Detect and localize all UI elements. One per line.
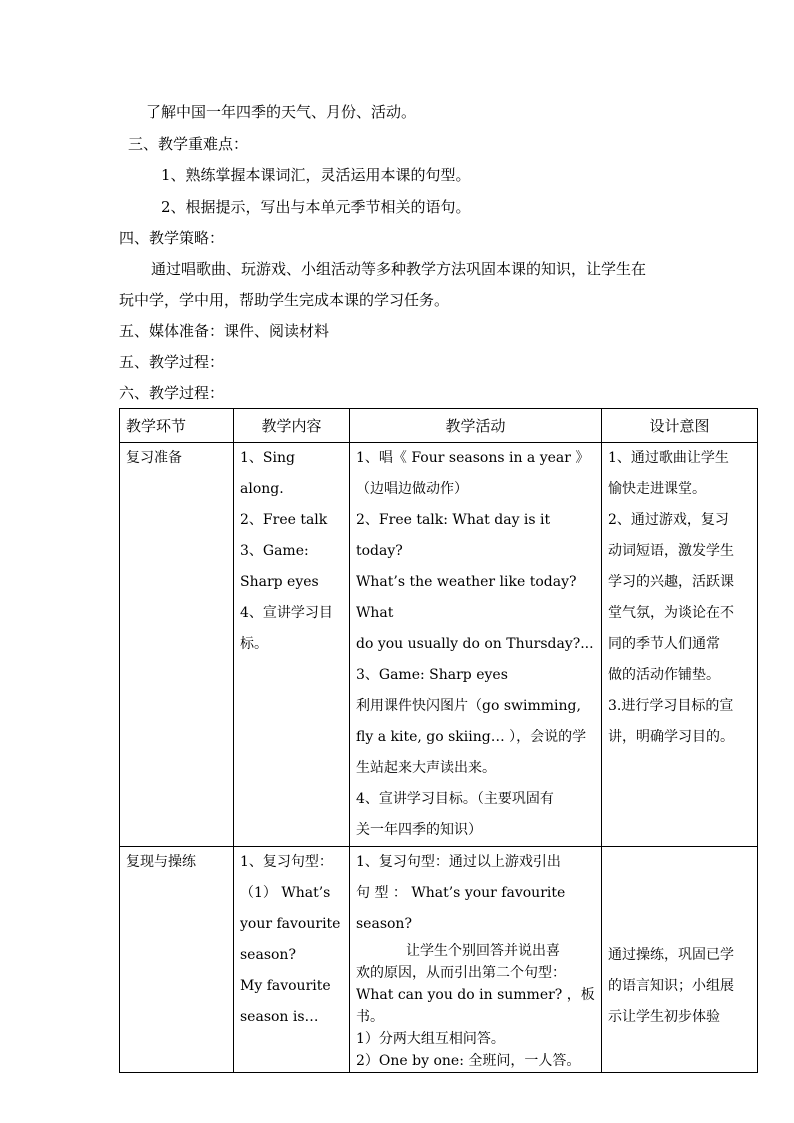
activity-line: 2、Free talk: What day is it today? — [356, 512, 551, 559]
activity-line: 1）分两大组互相问答。 — [356, 1031, 505, 1047]
content-line: 4、宣讲学习目 — [240, 605, 333, 621]
lesson-plan-table — [119, 408, 758, 1073]
intent-line: 做的活动作铺垫。 — [608, 667, 720, 683]
key-point-2: 2、根据提示，写出与本单元季节相关的语句。 — [161, 198, 471, 216]
activity-line: season? — [356, 916, 412, 932]
strategy-line-1: 通过唱歌曲、玩游戏、小组活动等多种教学方法巩固本课的知识，让学生在 — [151, 260, 647, 278]
content-line: Sharp eyes — [240, 574, 319, 590]
table-header-row — [120, 409, 758, 443]
stage-cell — [120, 847, 234, 1073]
stage-cell — [120, 443, 234, 847]
activity-line: 2）One by one: 全班问，一人答。 — [356, 1053, 581, 1069]
intent-line: 3.进行学习目标的宣 — [608, 698, 734, 714]
content-line: 3、Game: — [240, 543, 309, 559]
intent-line: 同的季节人们通常 — [608, 636, 720, 652]
stage-label: 复习准备 — [126, 450, 182, 466]
content-line: season is… — [240, 1009, 319, 1025]
activity-line: 欢的原因，从而引出第二个句型： — [356, 965, 566, 981]
activity-line: What can you do in summer? ，板书。 — [356, 987, 595, 1025]
activity-line: do you usually do on Thursday?... — [356, 636, 594, 652]
intent-cell — [602, 443, 758, 847]
intent-line: 通过操练，巩固已学 — [608, 947, 734, 963]
key-point-1: 1、熟练掌握本课词汇，灵活运用本课的句型。 — [161, 166, 471, 184]
intent-line: 的语言知识；小组展 — [608, 978, 734, 994]
process-heading-b: 六、教学过程： — [119, 384, 225, 402]
intent-line: 堂气氛，为谈论在不 — [608, 605, 734, 621]
activity-line: 关一年四季的知识） — [356, 822, 482, 838]
intent-line: 学习的兴趣，活跃课 — [608, 574, 734, 590]
header-content: 教学内容 — [234, 409, 350, 443]
content-line: 1、复习句型： — [240, 854, 333, 870]
activity-line: （边唱边做动作） — [356, 481, 468, 497]
activity-line: fly a kite, go skiing… ），会说的学 — [356, 729, 587, 745]
table-row — [120, 847, 758, 1073]
activity-line: 句 型 ： What’s your favourite — [356, 885, 566, 901]
intent-line: 讲，明确学习目的。 — [608, 729, 734, 745]
activity-line: 3、Game: Sharp eyes — [356, 667, 508, 683]
key-points-heading: 三、教学重难点： — [128, 135, 249, 153]
activities-cell — [350, 847, 602, 1073]
intent-line: 愉快走进课堂。 — [608, 481, 706, 497]
activity-line: 利用课件快闪图片（go swimming, — [356, 698, 581, 714]
intent-line: 动词短语，激发学生 — [608, 543, 734, 559]
content-cell — [234, 847, 350, 1073]
content-line: （1） What’s — [240, 885, 331, 901]
media-prep: 五、媒体准备：课件、阅读材料 — [119, 322, 330, 340]
header-stage: 教学环节 — [120, 409, 234, 443]
process-heading-a: 五、教学过程： — [119, 353, 225, 371]
content-line: My favourite — [240, 978, 331, 994]
activity-line: What’s the weather like today? What — [356, 574, 577, 621]
activity-line: 让学生个别回答并说出喜 — [406, 943, 560, 959]
strategy-line-2: 玩中学，学中用，帮助学生完成本课的学习任务。 — [119, 291, 450, 309]
activities-cell — [350, 443, 602, 847]
strategy-heading: 四、教学策略： — [119, 229, 225, 247]
activity-line: 1、唱《 Four seasons in a year 》 — [356, 450, 590, 466]
content-line: your favourite — [240, 916, 341, 932]
content-line: season? — [240, 947, 296, 963]
activity-line: 1、复习句型：通过以上游戏引出 — [356, 854, 561, 870]
activity-line: 生站起来大声读出来。 — [356, 760, 496, 776]
intent-line: 示让学生初步体验 — [608, 1009, 720, 1025]
stage-label: 复现与操练 — [126, 854, 196, 870]
intent-line: 2、通过游戏，复习 — [608, 512, 729, 528]
objective-tail: 了解中国一年四季的天气、月份、活动。 — [146, 103, 417, 121]
intent-cell — [602, 847, 758, 1073]
table-row — [120, 443, 758, 847]
content-line: 2、Free talk — [240, 512, 328, 528]
content-line: 1、Sing along. — [240, 450, 295, 497]
content-line: 标。 — [240, 636, 268, 652]
content-cell — [234, 443, 350, 847]
intent-line: 1、通过歌曲让学生 — [608, 450, 729, 466]
header-intent: 设计意图 — [602, 409, 758, 443]
activity-line: 4、宣讲学习目标。（主要巩固有 — [356, 791, 554, 807]
header-activities: 教学活动 — [350, 409, 602, 443]
